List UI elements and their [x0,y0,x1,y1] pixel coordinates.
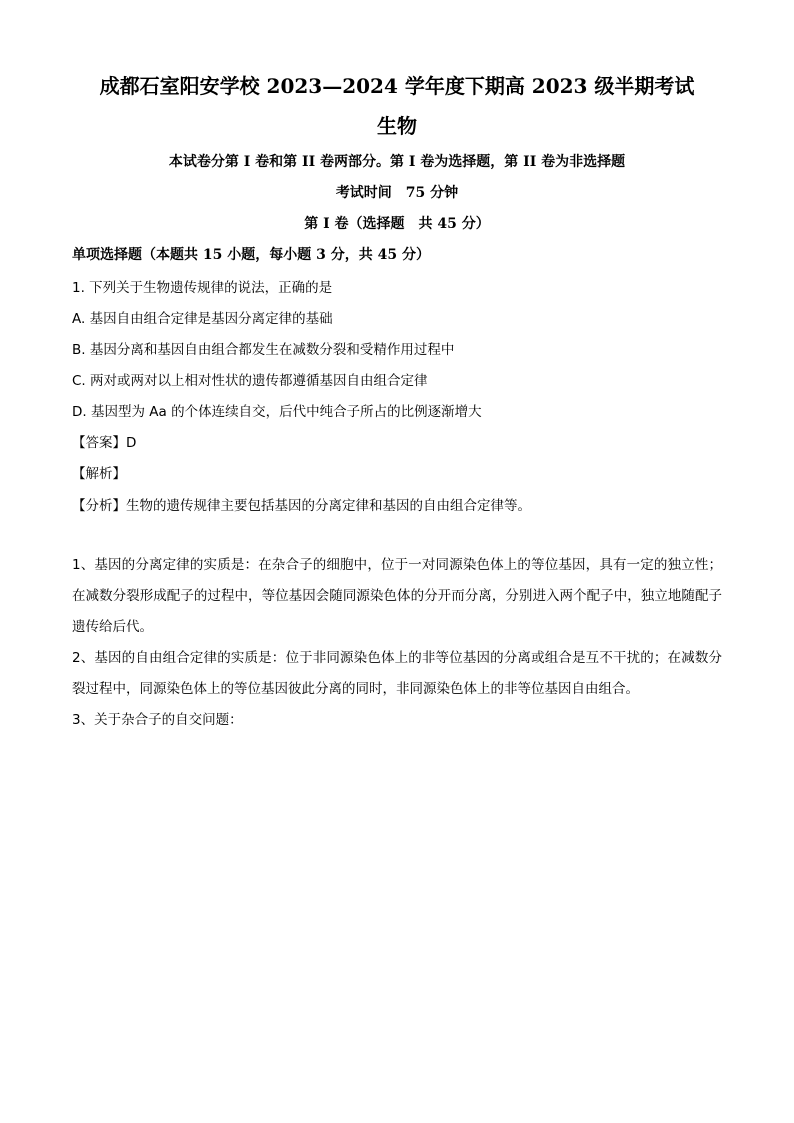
exam-time: 考试时间 75 分钟 [335,185,459,201]
option-d: D. 基因型为 Aa 的个体连续自交，后代中纯合子所占的比例逐渐增大 [72,404,482,420]
option-c: C. 两对或两对以上相对性状的遗传都遵循基因自由组合定律 [72,373,428,389]
exam-title: 成都石室阳安学校 2023—2024 学年度下期高 2023 级半期考试 [99,74,695,98]
option-b: B. 基因分离和基因自由组合都发生在减数分裂和受精作用过程中 [72,342,455,358]
answer-label: 【答案】D [72,435,137,451]
part-heading: 第 I 卷（选择题 共 45 分） [304,216,490,232]
subject-title: 生物 [377,114,417,138]
question-stem: 1. 下列关于生物遗传规律的说法，正确的是 [72,280,333,296]
point-3: 3、关于杂合子的自交问题： [72,712,243,728]
analysis-summary: 【分析】生物的遗传规律主要包括基因的分离定律和基因的自由组合定律等。 [72,498,531,514]
point-1: 1、基因的分离定律的实质是：在杂合子的细胞中，位于一对同源染色体上的等位基因，具有一定的独立性；在减数分裂形成配子的过程中，等位基因会随同源染色体的分开而分离，分别进入两个配子中，独立地随配子遗传给后代。 [72,557,722,635]
analysis-label: 【解析】 [72,466,126,482]
section-heading: 单项选择题（本题共 15 小题，每小题 3 分，共 45 分） [72,247,430,263]
point-2: 2、基因的自由组合定律的实质是：位于非同源染色体上的非等位基因的分离或组合是互不干扰的；在减数分裂过程中，同源染色体上的等位基因彼此分离的同时，非同源染色体上的非等位基因自由组合。 [72,650,722,697]
option-a: A. 基因自由组合定律是基因分离定律的基础 [72,311,333,327]
exam-note: 本试卷分第 I 卷和第 II 卷两部分。第 I 卷为选择题，第 II 卷为非选择题 [168,154,626,170]
